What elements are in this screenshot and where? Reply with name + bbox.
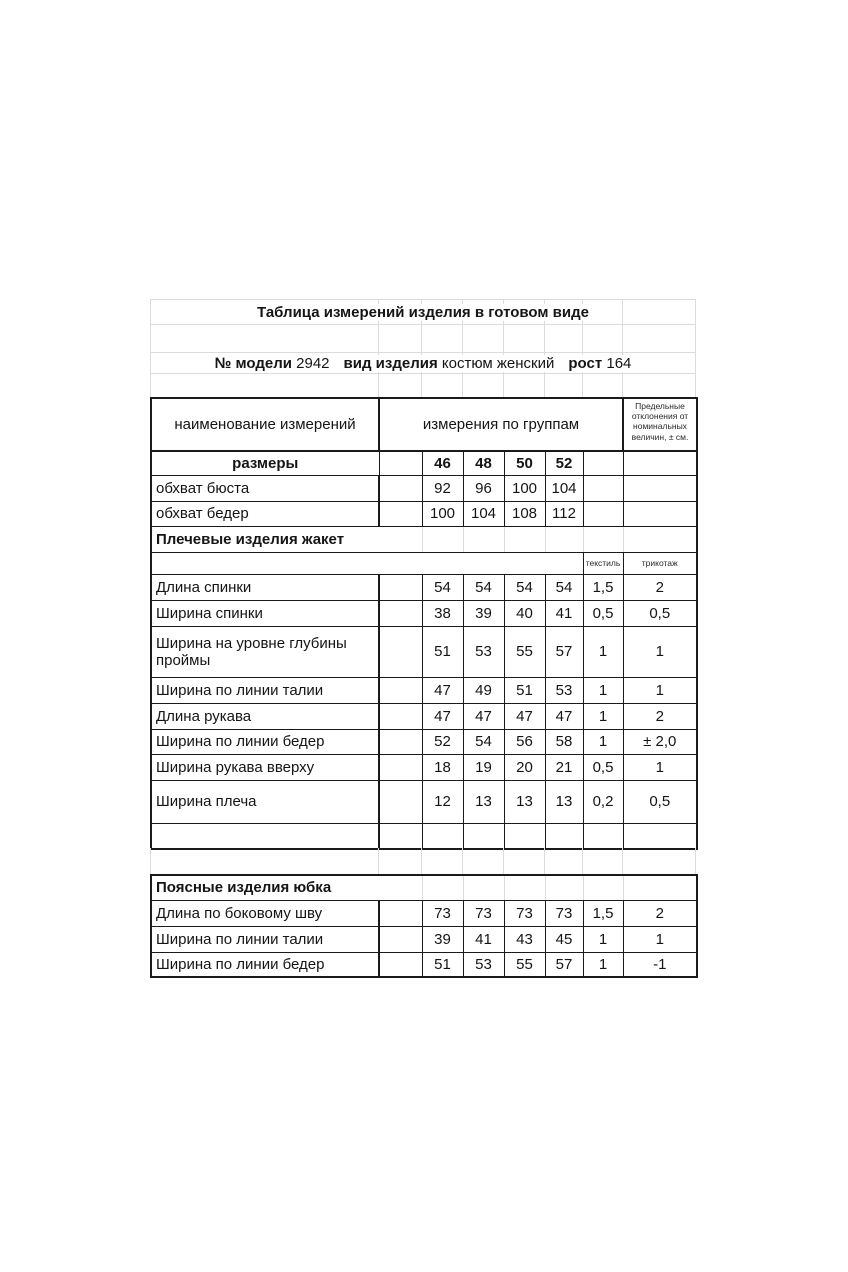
value-cell: 58 [545,729,583,754]
empty-cell [583,875,623,900]
empty-cell [379,475,422,501]
measure-name: Ширина рукава вверху [151,754,379,780]
empty-cell [379,754,422,780]
table-row [151,677,697,703]
textile-deviation-cell: 1 [583,626,623,677]
product-type-label: вид изделия [343,354,438,372]
value-cell: 57 [545,626,583,677]
knit-deviation-cell: 2 [623,703,697,729]
value-cell: 47 [422,703,463,729]
value-cell: 51 [504,677,545,703]
empty-cell [379,501,422,526]
knit-deviation-cell: -1 [623,952,697,977]
measure-name: обхват бюста [151,475,379,501]
value-cell: 39 [463,600,504,626]
table-row [151,926,697,952]
value-cell: 43 [504,926,545,952]
table-row [151,703,697,729]
empty-cell [379,900,422,926]
header-deviations: Предельные отклонения от номинальных величин, ± см. [623,398,697,451]
gridline-verticals [150,848,151,874]
knit-deviation-cell: 2 [623,900,697,926]
model-info [205,355,642,372]
empty-cell [583,475,623,501]
empty-cell [379,823,422,849]
value-cell: 57 [545,952,583,977]
value-cell: 21 [545,754,583,780]
size-52: 52 [545,451,583,475]
value-cell: 54 [463,574,504,600]
value-cell: 41 [463,926,504,952]
model-number-label: № модели [214,354,292,372]
knit-deviation-cell: 1 [623,677,697,703]
blank-row [150,374,696,399]
table-header-row [151,398,697,451]
value-cell: 49 [463,677,504,703]
sizes-row [151,451,697,475]
textile-deviation-cell: 0,2 [583,780,623,823]
empty-cell [623,451,697,475]
value-cell: 92 [422,475,463,501]
value-cell: 54 [463,729,504,754]
empty-cell [422,526,463,552]
value-cell: 54 [504,574,545,600]
skirt-table [150,874,698,978]
empty-cell [379,952,422,977]
empty-cell [623,823,697,849]
table-row [151,780,697,823]
empty-cell [379,451,422,475]
header-measure-names: наименование измерений [151,398,379,451]
textile-deviation-cell: 1 [583,952,623,977]
value-cell: 53 [463,626,504,677]
measure-name: Длина по боковому шву [151,900,379,926]
textile-deviation-cell: 1,5 [583,900,623,926]
textile-deviation-cell: 1,5 [583,574,623,600]
empty-cell [379,626,422,677]
header-group-measures: измерения по группам [379,398,623,451]
empty-cell [623,526,697,552]
table-row [151,600,697,626]
product-type-value: костюм женский [441,354,555,372]
value-cell: 45 [545,926,583,952]
empty-cell [379,926,422,952]
value-cell: 19 [463,754,504,780]
table-row [151,501,697,526]
value-cell: 47 [504,703,545,729]
value-cell: 13 [463,780,504,823]
info-block [150,299,696,399]
measure-name: Ширина на уровне глубины проймы [151,626,379,677]
value-cell: 47 [545,703,583,729]
value-cell: 56 [504,729,545,754]
knit-deviation-cell: ± 2,0 [623,729,697,754]
value-cell: 104 [463,501,504,526]
empty-cell [463,823,504,849]
measure-name: Ширина по линии бедер [151,729,379,754]
empty-cell [379,600,422,626]
skirt-section-title: Поясные изделия юбка [151,875,422,900]
empty-cell [463,875,504,900]
value-cell: 20 [504,754,545,780]
empty-cell [504,526,545,552]
empty-cell [583,501,623,526]
value-cell: 73 [504,900,545,926]
measure-name: Длина рукава [151,703,379,729]
measure-name: Длина спинки [151,574,379,600]
size-50: 50 [504,451,545,475]
table-row [151,729,697,754]
blank-row [150,325,696,353]
value-cell: 52 [422,729,463,754]
empty-cell [379,729,422,754]
empty-cell [623,475,697,501]
empty-cell [583,823,623,849]
empty-cell [422,875,463,900]
empty-cell [504,875,545,900]
table-row [151,574,697,600]
textile-deviation-cell: 0,5 [583,600,623,626]
size-48: 48 [463,451,504,475]
knit-deviation-cell: 0,5 [623,600,697,626]
empty-cell [151,823,379,849]
knit-deviation-cell: 1 [623,926,697,952]
material-labels-row [151,552,697,574]
table-row [151,952,697,977]
textile-deviation-cell: 0,5 [583,754,623,780]
empty-cell [463,526,504,552]
knit-deviation-cell: 1 [623,754,697,780]
value-cell: 55 [504,952,545,977]
value-cell: 38 [422,600,463,626]
textile-label: текстиль [583,552,623,574]
knit-deviation-cell: 0,5 [623,780,697,823]
value-cell: 13 [545,780,583,823]
blank-bordered-row [151,823,697,849]
jacket-section-row [151,526,697,552]
empty-cell [583,451,623,475]
title-row [150,300,696,325]
value-cell: 54 [545,574,583,600]
table-row [151,754,697,780]
page-title: Таблица измерений изделия в готовом виде [247,304,599,321]
value-cell: 53 [545,677,583,703]
empty-cell [422,823,463,849]
measure-name: Ширина спинки [151,600,379,626]
value-cell: 51 [422,952,463,977]
empty-cell [623,501,697,526]
knit-label: трикотаж [623,552,697,574]
value-cell: 108 [504,501,545,526]
measure-name: Ширина по линии талии [151,677,379,703]
value-cell: 12 [422,780,463,823]
empty-cell [151,552,583,574]
value-cell: 100 [422,501,463,526]
model-row [150,353,696,374]
value-cell: 112 [545,501,583,526]
empty-cell [583,526,623,552]
empty-cell [379,677,422,703]
empty-cell [379,780,422,823]
value-cell: 18 [422,754,463,780]
empty-cell [379,574,422,600]
textile-deviation-cell: 1 [583,729,623,754]
height-label: рост [568,354,603,372]
value-cell: 39 [422,926,463,952]
value-cell: 40 [504,600,545,626]
table-row [151,900,697,926]
measure-name: обхват бедер [151,501,379,526]
empty-cell [545,526,583,552]
textile-deviation-cell: 1 [583,677,623,703]
knit-deviation-cell: 2 [623,574,697,600]
empty-cell [545,875,583,900]
textile-deviation-cell: 1 [583,926,623,952]
value-cell: 73 [422,900,463,926]
size-46: 46 [422,451,463,475]
value-cell: 47 [422,677,463,703]
value-cell: 54 [422,574,463,600]
value-cell: 13 [504,780,545,823]
skirt-section-row [151,875,697,900]
height-value: 164 [606,354,632,372]
value-cell: 51 [422,626,463,677]
value-cell: 47 [463,703,504,729]
textile-deviation-cell: 1 [583,703,623,729]
value-cell: 55 [504,626,545,677]
value-cell: 73 [545,900,583,926]
value-cell: 53 [463,952,504,977]
knit-deviation-cell: 1 [623,626,697,677]
value-cell: 73 [463,900,504,926]
table-gap-row [150,848,696,874]
empty-cell [379,703,422,729]
value-cell: 41 [545,600,583,626]
value-cell: 104 [545,475,583,501]
jacket-section-title: Плечевые изделия жакет [151,526,422,552]
measure-name: Ширина плеча [151,780,379,823]
table-row [151,475,697,501]
table-row [151,626,697,677]
sizes-label: размеры [151,451,379,475]
measure-name: Ширина по линии талии [151,926,379,952]
empty-cell [504,823,545,849]
empty-cell [623,875,697,900]
empty-cell [545,823,583,849]
measure-name: Ширина по линии бедер [151,952,379,977]
model-number-value: 2942 [296,354,330,372]
value-cell: 100 [504,475,545,501]
value-cell: 96 [463,475,504,501]
measurement-table [150,397,698,850]
